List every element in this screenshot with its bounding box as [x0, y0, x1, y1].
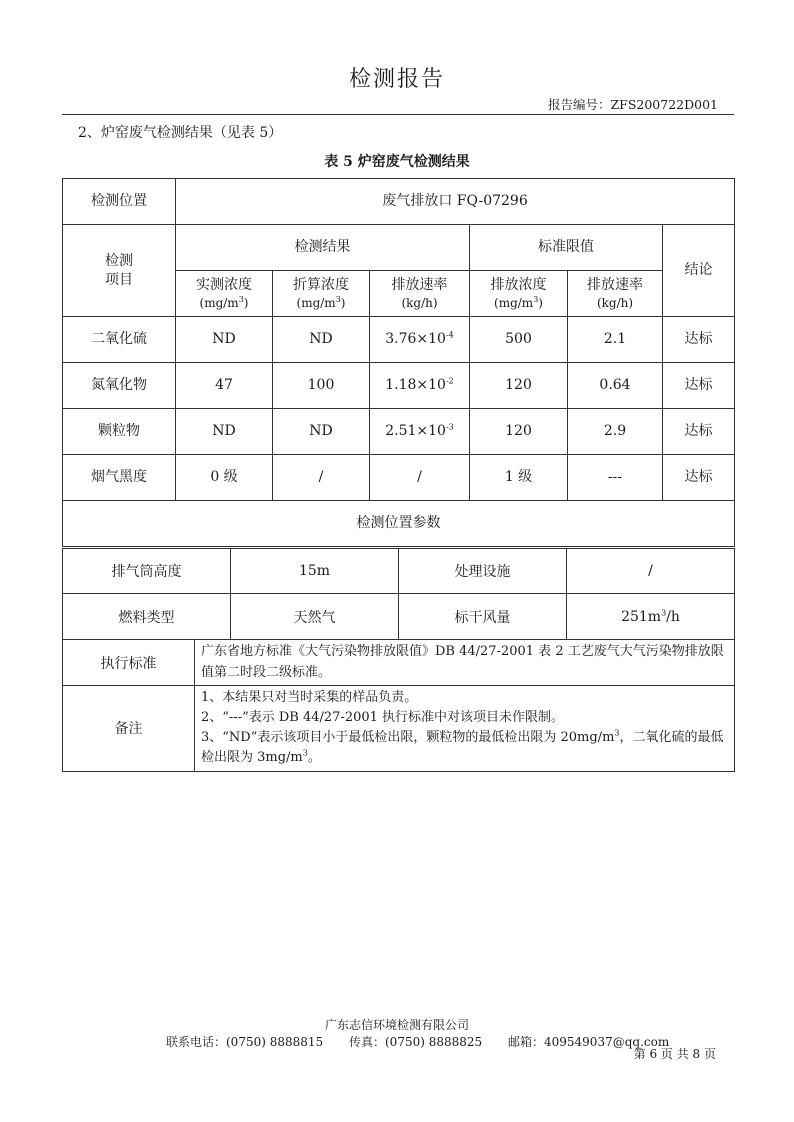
flow-value: $251m^3/h$ [567, 594, 735, 640]
conclusion-cell: 达标 [663, 317, 735, 363]
footer-phone: 联系电话：(0750) 8888815 [166, 1035, 324, 1049]
limit-conc-header [470, 271, 568, 317]
footer-fax: 传真：(0750) 8888825 [349, 1035, 483, 1049]
item-header-line-2: 项目 [105, 271, 133, 288]
rate-cell: / [370, 455, 470, 501]
table-row [63, 455, 735, 501]
limit-conc-cell: 500 [470, 317, 568, 363]
params-row [63, 549, 735, 594]
stack-height-value: 15m [231, 549, 399, 594]
table-row [63, 317, 735, 363]
conclusion-header: 结论 [663, 225, 735, 317]
item-cell: 烟气黑度 [63, 455, 176, 501]
location-row [63, 179, 735, 225]
flow-label: 标干风量 [399, 594, 567, 640]
header-divider [62, 114, 734, 115]
table-title: 表 5 炉窑废气检测结果 [324, 154, 470, 170]
results-table [62, 178, 735, 547]
table-row [63, 409, 735, 455]
measured-cell: 0 级 [176, 455, 273, 501]
results-header: 检测结果 [176, 225, 470, 271]
params-row [63, 594, 735, 640]
params-header: 检测位置参数 [63, 501, 735, 547]
limit-rate-cell: 0.64 [568, 363, 663, 409]
notes-content [195, 686, 735, 772]
converted-cell: ND [273, 409, 370, 455]
measured-cell: ND [176, 317, 273, 363]
standard-label: 执行标准 [63, 640, 195, 686]
fuel-value: 天然气 [231, 594, 399, 640]
limit-rate-header [568, 271, 663, 317]
footer-contact [166, 1033, 691, 1050]
standard-row [63, 640, 735, 686]
report-title: 检测报告 [348, 67, 445, 92]
location-value: 废气排放口 FQ-07296 [176, 179, 735, 225]
emission-rate-header [370, 271, 470, 317]
measured-cell: ND [176, 409, 273, 455]
stack-height-label: 排气筒高度 [63, 549, 231, 594]
header-row-1 [63, 225, 735, 271]
limit-conc-label: 排放浓度 [490, 276, 547, 293]
item-cell: 颗粒物 [63, 409, 176, 455]
limit-conc-cell: 120 [470, 409, 568, 455]
limit-conc-unit: $(mg/m^3)$ [494, 294, 543, 310]
limit-conc-cell: 1 级 [470, 455, 568, 501]
footer-company: 广东志信环境检测有限公司 [324, 1018, 469, 1032]
measured-conc-header [176, 271, 273, 317]
measured-cell: 47 [176, 363, 273, 409]
limit-rate-cell: 2.9 [568, 409, 663, 455]
report-number: 报告编号：ZFS200722D001 [547, 97, 718, 112]
note-2: 2、“---”表示 DB 44/27-2001 执行标准中对该项目未作限制。 [201, 710, 565, 726]
conclusion-cell: 达标 [663, 455, 735, 501]
standard-value: 广东省地方标准《大气污染物排放限值》DB 44/27-2001 表 2 工艺废气大气污染物排放限值第二时段二级标准。 [195, 640, 735, 686]
emission-rate-unit: (kg/h) [401, 295, 438, 310]
limits-header: 标准限值 [470, 225, 663, 271]
params-table [62, 548, 735, 772]
measured-conc-unit: $(mg/m^3)$ [199, 294, 249, 310]
converted-conc-label: 折算浓度 [293, 276, 349, 293]
converted-conc-header [273, 271, 370, 317]
limit-rate-label: 排放速率 [587, 276, 643, 293]
limit-rate-cell: 2.1 [568, 317, 663, 363]
rate-cell: $1.18\times 10^{-2}$ [370, 363, 470, 409]
note-3: 3、“ND”表示该项目小于最低检出限，颗粒物的最低检出限为 $20mg/m^3$，二氧化硫的最低检出限为 $3mg/m^3$。 [201, 728, 724, 766]
notes-label: 备注 [63, 686, 195, 772]
page-number: 第 6 页 共 8 页 [633, 1047, 716, 1061]
measured-conc-label: 实测浓度 [196, 276, 252, 293]
treatment-value: / [567, 549, 735, 594]
limit-rate-cell: --- [568, 455, 663, 501]
emission-rate-label: 排放速率 [391, 276, 448, 293]
converted-cell: / [273, 455, 370, 501]
limit-conc-cell: 120 [470, 363, 568, 409]
item-cell: 二氧化硫 [63, 317, 176, 363]
footer-email: 邮箱：409549037@qq.com [508, 1035, 670, 1049]
conclusion-cell: 达标 [663, 409, 735, 455]
fuel-label: 燃料类型 [63, 594, 231, 640]
item-header [63, 225, 176, 317]
params-header-row [63, 501, 735, 547]
table-row [63, 363, 735, 409]
notes-row [63, 686, 735, 772]
item-header-line-1: 检测 [105, 252, 133, 269]
note-1: 1、本结果只对当时采集的样品负责。 [201, 690, 418, 705]
item-cell: 氮氧化物 [63, 363, 176, 409]
converted-conc-unit: $(mg/m^3)$ [296, 294, 346, 310]
limit-rate-unit: (kg/h) [596, 295, 634, 310]
converted-cell: 100 [273, 363, 370, 409]
conclusion-cell: 达标 [663, 363, 735, 409]
location-label: 检测位置 [63, 179, 176, 225]
rate-cell: $3.76\times 10^{-4}$ [370, 317, 470, 363]
section-title: 2、炉窑废气检测结果（见表 5） [78, 125, 283, 141]
converted-cell: ND [273, 317, 370, 363]
treatment-label: 处理设施 [399, 549, 567, 594]
rate-cell: $2.51\times 10^{-3}$ [370, 409, 470, 455]
